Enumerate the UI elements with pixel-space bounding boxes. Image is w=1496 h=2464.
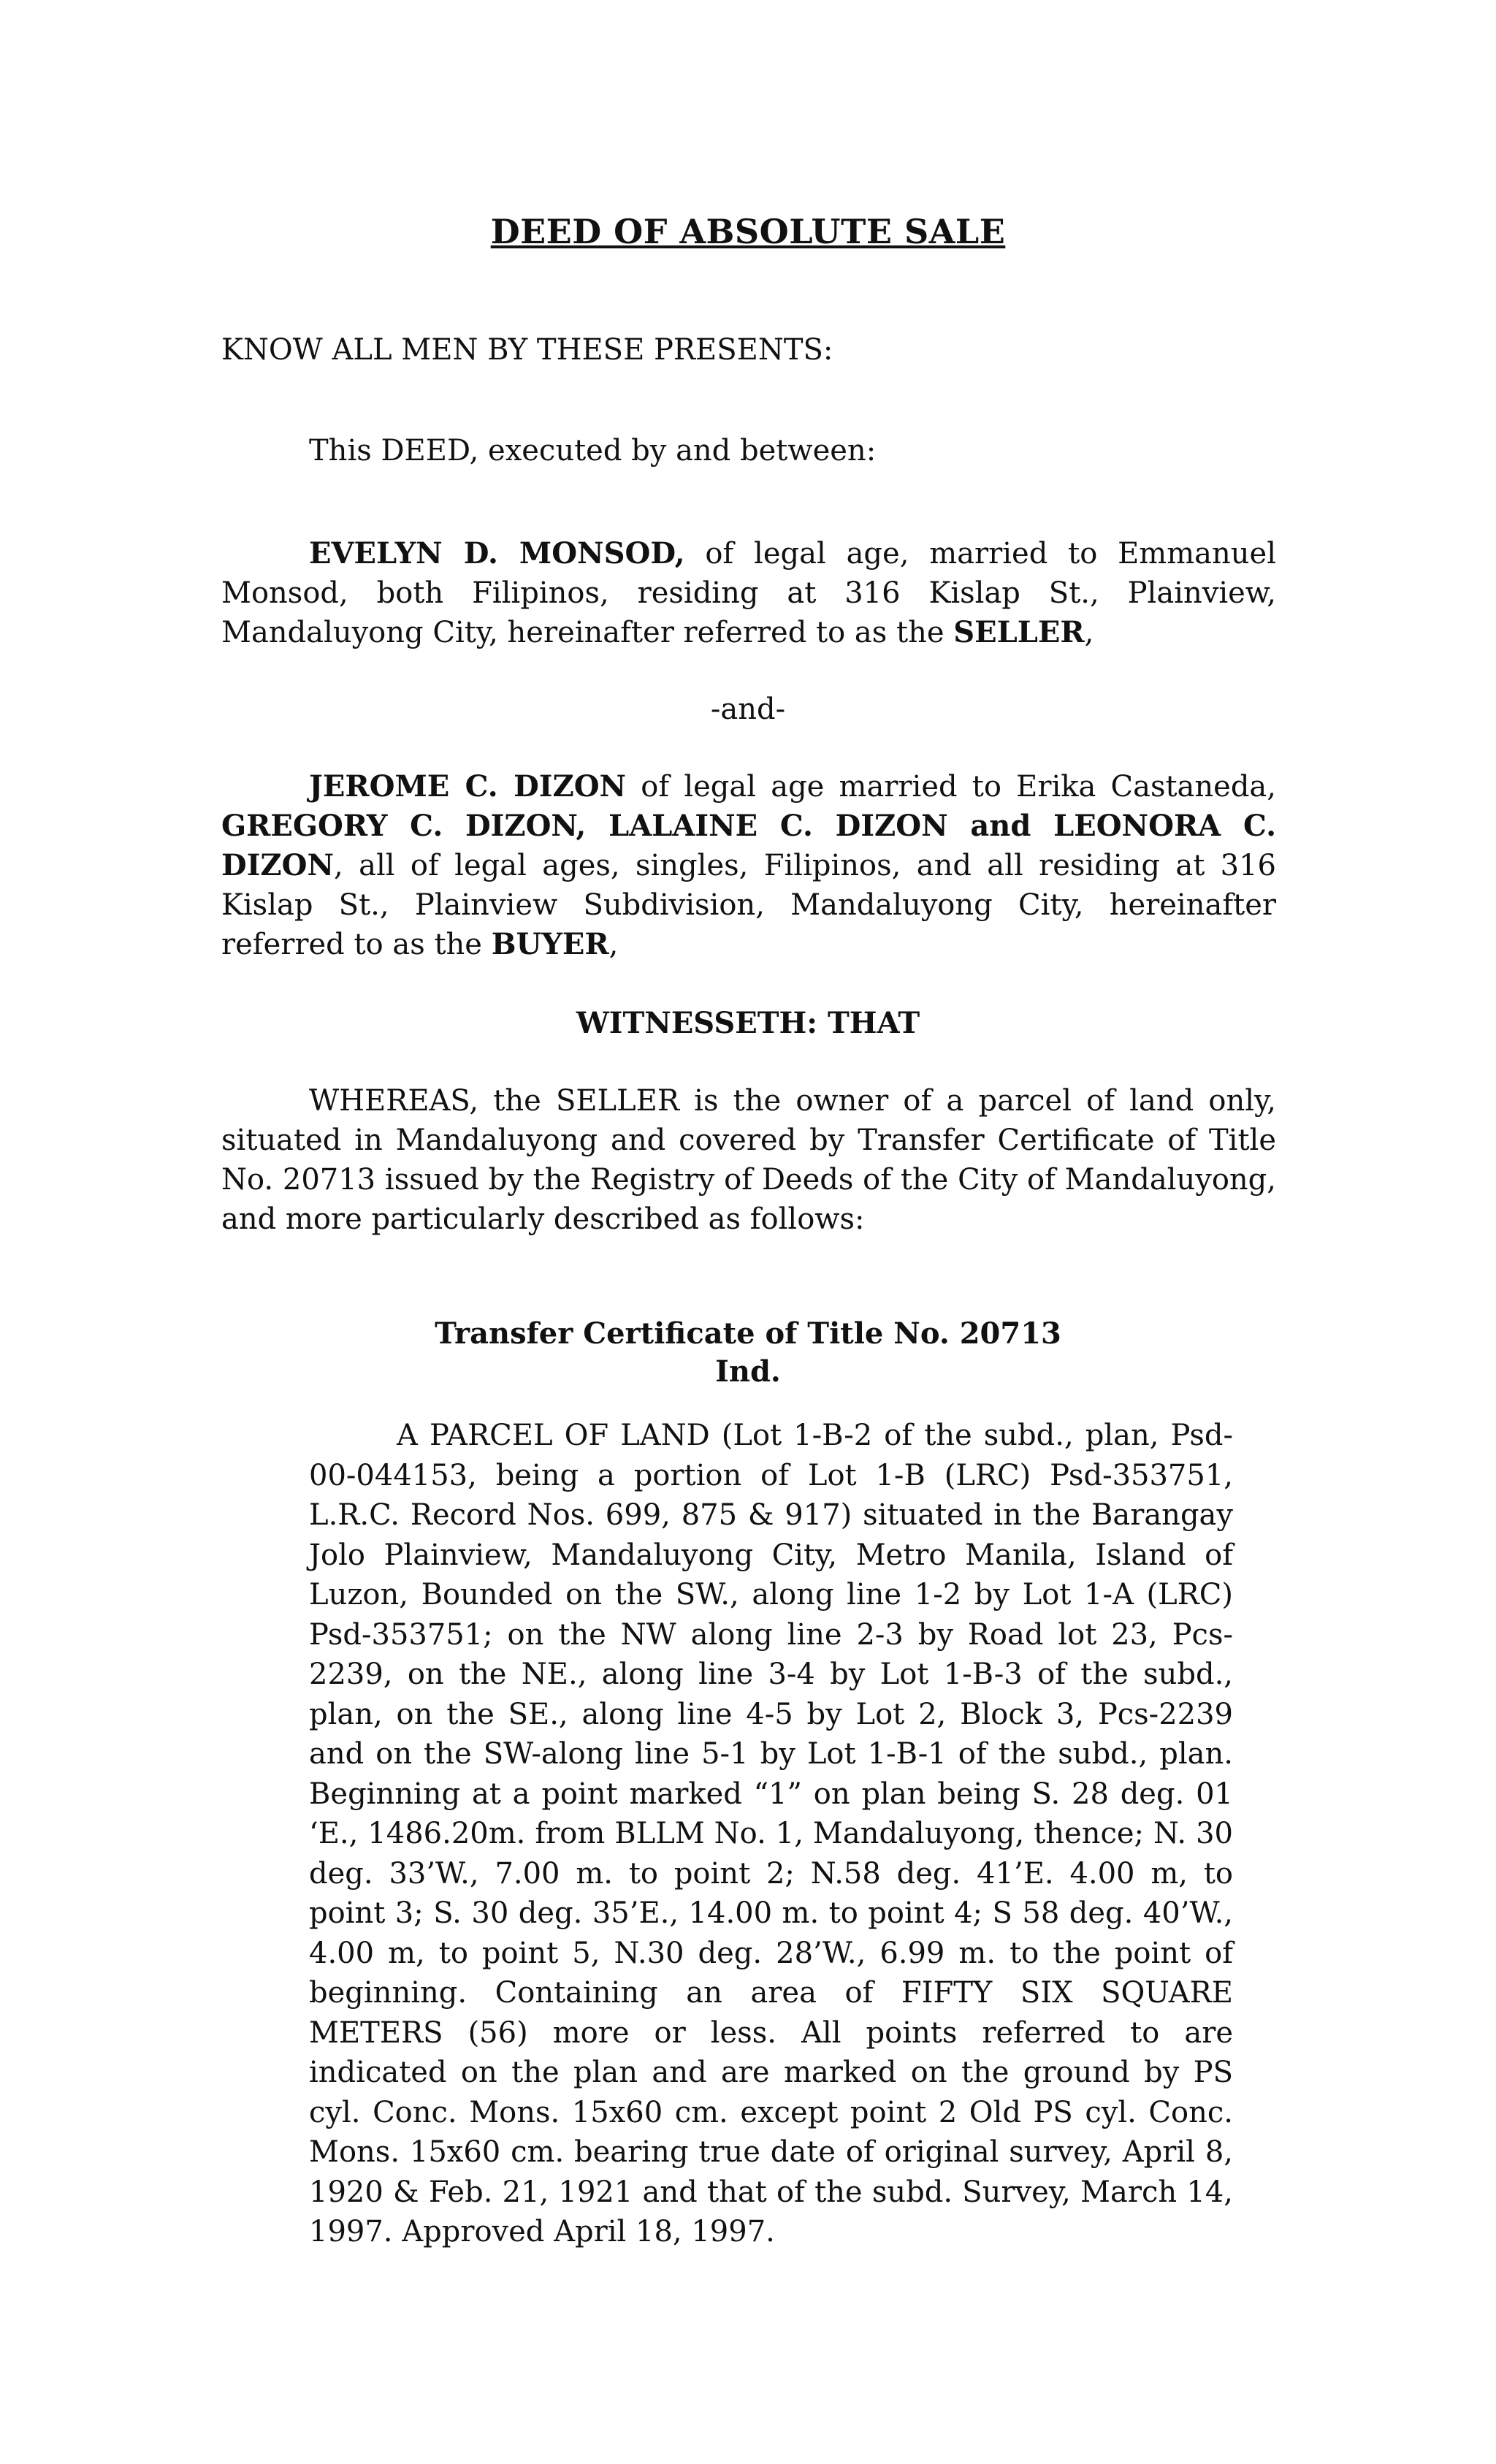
buyer-role: BUYER: [491, 927, 609, 961]
intro-paragraph: This DEED, executed by and between:: [309, 434, 877, 468]
buyer-end: ,: [608, 928, 619, 961]
buyer-other-names: GREGORY C. DIZON, LALAINE C. DIZON and LEONORA C. DIZON: [221, 809, 1276, 882]
buyer-paragraph: [221, 767, 1276, 964]
certificate-title: Transfer Certificate of Title No. 20713: [435, 1316, 1061, 1351]
buyer-details: , all of legal ages, singles, Filipinos, and all residing at 316 Kislap St., Plainview Subdivision, Mandaluyong City, hereinafter referred to as the: [221, 849, 1276, 961]
buyer-primary-name: JEROME C. DIZON: [309, 769, 627, 804]
seller-end: ,: [1084, 616, 1094, 649]
witnesseth-heading: WITNESSETH: THAT: [576, 1006, 920, 1040]
seller-paragraph: [221, 534, 1276, 652]
opening-line: KNOW ALL MEN BY THESE PRESENTS:: [221, 333, 833, 367]
document-title: DEED OF ABSOLUTE SALE: [490, 212, 1006, 251]
buyer-primary-details: of legal age married to Erika Castaneda,: [626, 770, 1276, 804]
seller-name: EVELYN D. MONSOD,: [309, 536, 685, 571]
seller-details: of legal age, married to Emmanuel Monsod, both Filipinos, residing at 316 Kislap St., Plainview, Mandaluyong City, hereinafter referred to as the: [221, 537, 1276, 649]
and-separator: -and-: [710, 693, 786, 726]
certificate-subtitle: Ind.: [715, 1354, 781, 1389]
whereas-paragraph: WHEREAS, the SELLER is the owner of a parcel of land only, situated in Mandaluyong and covered by Transfer Certificate of Title No. 20713 issued by the Registry of Deeds of the City of Mandaluyong, and more particularly described as follows:: [221, 1084, 1276, 1236]
land-description: A PARCEL OF LAND (Lot 1-B-2 of the subd., plan, Psd-00-044153, being a portion of Lot 1-B (LRC) Psd-353751, L.R.C. Record Nos. 699, 875 & 917) situated in the Barangay Jolo Plainview, Mandaluyong City, Metro Manila, Island of Luzon, Bounded on the SW., along line 1-2 by Lot 1-A (LRC) Psd-353751; on the NW along line 2-3 by Road lot 23, Pcs-2239, on the NE., along line 3-4 by Lot 1-B-3 of the subd., plan, on the SE., along line 4-5 by Lot 2, Block 3, Pcs-2239 and on the SW-along line 5-1 by Lot 1-B-1 of the subd., plan. Beginning at a point marked “1” on plan being S. 28 deg. 01 ‘E., 1486.20m. from BLLM No. 1, Mandaluyong, thence; N. 30 deg. 33’W., 7.00 m. to point 2; N.58 deg. 41’E. 4.00 m, to point 3; S. 30 deg. 35’E., 14.00 m. to point 4; S 58 deg. 40’W., 4.00 m, to point 5, N.30 deg. 28’W., 6.99 m. to the point of beginning. Containing an area of FIFTY SIX SQUARE METERS (56) more or less. All points referred to are indicated on the plan and are marked on the ground by PS cyl. Conc. Mons. 15x60 cm. except point 2 Old PS cyl. Conc. Mons. 15x60 cm. bearing true date of original survey, April 8, 1920 & Feb. 21, 1921 and that of the subd. Survey, March 14, 1997. Approved April 18, 1997.: [309, 1419, 1233, 2249]
seller-role: SELLER: [953, 615, 1085, 649]
